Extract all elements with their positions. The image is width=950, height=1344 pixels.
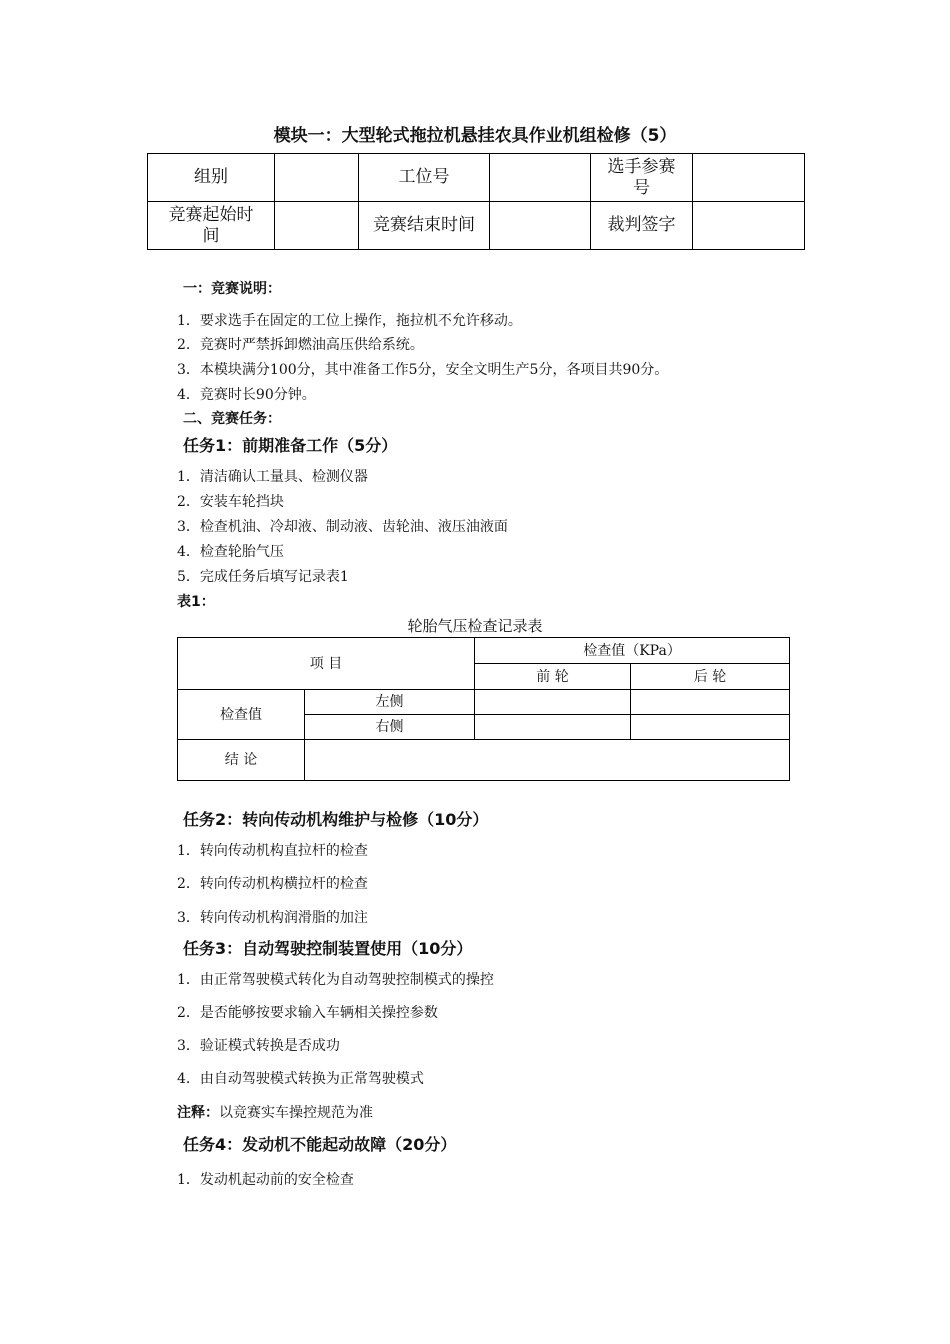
task1-item: 4．检查轮胎气压: [177, 544, 284, 560]
section-tasks-heading: 二、竞赛任务：: [183, 411, 281, 427]
contest-info-table: [147, 153, 805, 250]
tire-pressure-table: [177, 637, 790, 781]
judge-signature-label: 裁判签字: [591, 202, 693, 250]
left-side-label: 左侧: [305, 690, 475, 715]
task3-heading: 任务3：自动驾驶控制装置使用（10分）: [183, 939, 473, 958]
task4-heading: 任务4：发动机不能起动故障（20分）: [183, 1135, 457, 1154]
table-label: 表1：: [177, 594, 215, 610]
instruction-item: 3．本模块满分100分，其中准备工作5分，安全文明生产5分，各项目共90分。: [177, 362, 669, 378]
task2-item: 3．转向传动机构润滑脂的加注: [177, 910, 368, 926]
conclusion-label: 结 论: [178, 740, 305, 781]
instruction-item: 4．竞赛时长90分钟。: [177, 387, 316, 403]
task2-heading: 任务2：转向传动机构维护与检修（10分）: [183, 810, 489, 829]
note: [177, 1102, 373, 1122]
rear-wheel-header: 后 轮: [631, 664, 790, 690]
task1-item: 3．检查机油、冷却液、制动液、齿轮油、液压油液面: [177, 519, 508, 535]
station-label: 工位号: [359, 154, 490, 202]
section-instructions-heading: 一：竞赛说明：: [183, 281, 281, 297]
note-label: 注释：: [177, 1105, 219, 1121]
judge-signature-value[interactable]: [693, 202, 805, 250]
right-rear-cell[interactable]: [631, 715, 790, 740]
right-front-cell[interactable]: [475, 715, 631, 740]
start-time-label: 竞赛起始时间: [148, 202, 275, 250]
end-time-label: 竞赛结束时间: [359, 202, 490, 250]
conclusion-cell[interactable]: [305, 740, 790, 781]
station-value[interactable]: [490, 154, 591, 202]
task3-item: 1．由正常驾驶模式转化为自动驾驶控制模式的操控: [177, 972, 494, 988]
right-side-label: 右侧: [305, 715, 475, 740]
task3-item: 3．验证模式转换是否成功: [177, 1038, 340, 1054]
instruction-item: 1．要求选手在固定的工位上操作，拖拉机不允许移动。: [177, 313, 522, 329]
task2-item: 1．转向传动机构直拉杆的检查: [177, 843, 368, 859]
note-text: 以竞赛实车操控规范为准: [219, 1105, 373, 1121]
check-value-label: 检查值: [178, 690, 305, 740]
front-wheel-header: 前 轮: [475, 664, 631, 690]
task1-item: 1．清洁确认工量具、检测仪器: [177, 469, 368, 485]
page-title: 模块一：大型轮式拖拉机悬挂农具作业机组检修（5）: [273, 126, 677, 146]
task2-item: 2．转向传动机构横拉杆的检查: [177, 876, 368, 892]
item-header: 项 目: [178, 638, 475, 690]
tire-table-caption: 轮胎气压检查记录表: [407, 617, 543, 635]
group-value[interactable]: [275, 154, 359, 202]
task3-item: 2．是否能够按要求输入车辆相关操控参数: [177, 1005, 438, 1021]
group-label: 组别: [148, 154, 275, 202]
task3-item: 4．由自动驾驶模式转换为正常驾驶模式: [177, 1071, 424, 1087]
left-front-cell[interactable]: [475, 690, 631, 715]
task1-item: 2．安装车轮挡块: [177, 494, 284, 510]
contestant-number-label: 选手参赛号: [591, 154, 693, 202]
end-time-value[interactable]: [490, 202, 591, 250]
task1-item: 5．完成任务后填写记录表1: [177, 569, 349, 585]
instruction-item: 2．竞赛时严禁拆卸燃油高压供给系统。: [177, 337, 424, 353]
value-header: 检查值（KPa）: [475, 638, 790, 664]
task1-heading: 任务1：前期准备工作（5分）: [183, 436, 398, 455]
task4-item: 1．发动机起动前的安全检查: [177, 1172, 354, 1188]
contestant-number-value[interactable]: [693, 154, 805, 202]
left-rear-cell[interactable]: [631, 690, 790, 715]
start-time-value[interactable]: [275, 202, 359, 250]
